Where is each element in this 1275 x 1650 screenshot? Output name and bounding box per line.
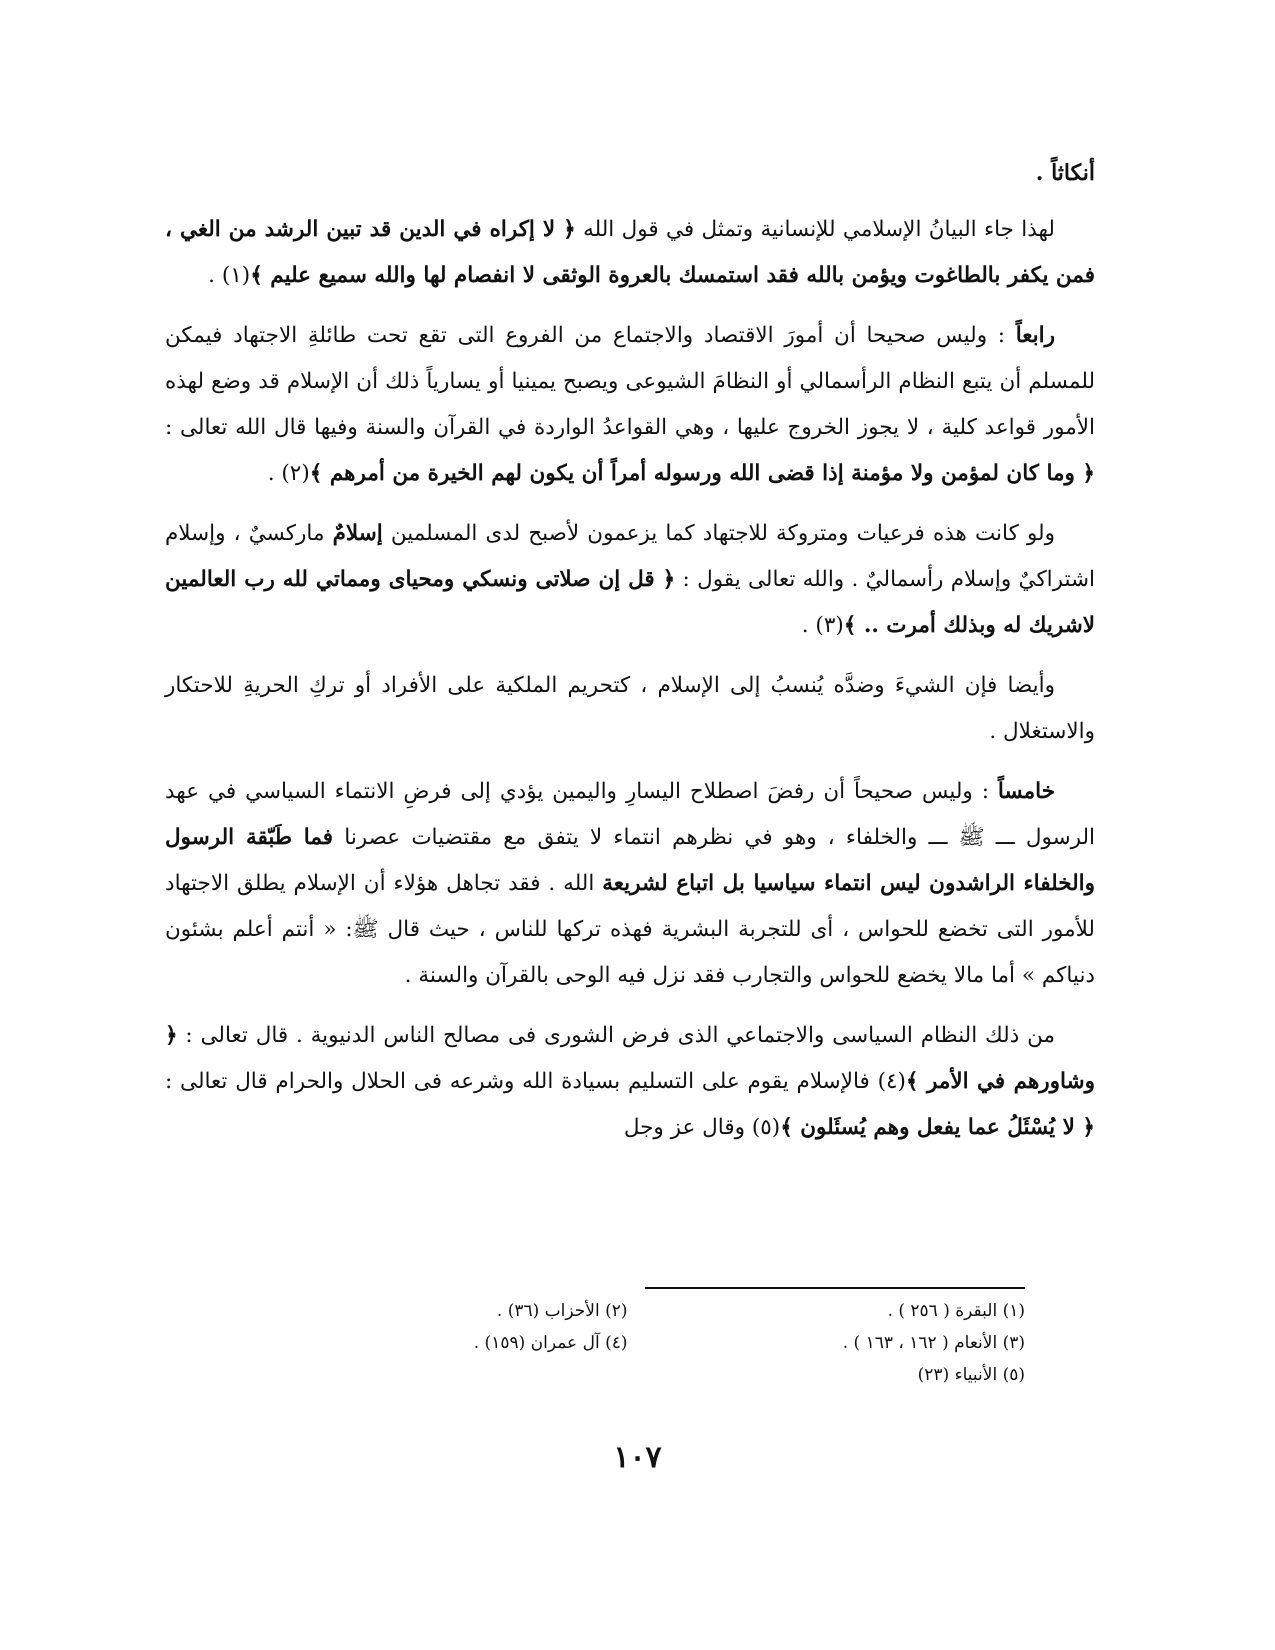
footnote-1: (١) البقرة ( ٢٥٦ ) .: [887, 1301, 1025, 1321]
bold-text: رابعاً: [1015, 323, 1055, 348]
paragraph-text: الله . فقد تجاهل هؤلاء أن الإسلام يطلق الاجتهاد للأمور التى تخضع للحواس ، أى للتجربة البشرية فهذه تركها للناس ، حيث قال ﷺ: « أنتم أعلم بشئون دنياكم » أما مالا يخضع للحواس والتجارب فقد نزل فيه الوحى بالقرآن والسنة .: [165, 871, 1095, 988]
paragraph-text: ولو كانت هذه فرعيات ومتروكة للاجتهاد كما يزعمون لأصبح لدى المسلمين: [382, 521, 1055, 546]
bold-text: فما طَبّقة الرسول والخلفاء الراشدون ليس انتماء سياسيا بل اتباع لشريعة: [165, 825, 1095, 896]
paragraph: [165, 511, 1095, 649]
bold-text: ﴿ لا يُسْئَلُ عما يفعل وهم يُسئَلون ﴾: [780, 1115, 1095, 1140]
page-number: ١٠٧: [613, 1440, 662, 1475]
paragraph: [165, 663, 1095, 755]
paragraph-text: من ذلك النظام السياسى والاجتماعي الذى فرض الشورى فى مصالح الناس الدنيوية . قال تعالى :: [177, 1023, 1055, 1048]
paragraph-text: (٤) فالإسلام يقوم على التسليم بسيادة الله وشرعه فى الحلال والحرام قال تعالى :: [165, 1069, 906, 1094]
bold-text: ﴿ قل إن صلاتى ونسكي ومحياى ومماتي لله رب العالمين لاشريك له وبذلك أمرت .. ﴾: [165, 567, 1095, 638]
footnotes: [270, 1295, 1025, 1391]
paragraph: [165, 207, 1095, 299]
bold-text: ﴿ لا إكراه في الدين قد تبين الرشد من الغي ، فمن يكفر بالطاغوت ويؤمن بالله فقد استمسك بالعروة الوثقى لا انفصام لها والله سميع عليم ﴾: [165, 217, 1095, 288]
footnote-2: (٢) الأحزاب (٣٦) .: [496, 1301, 628, 1321]
bold-text: ﴿ وما كان لمؤمن ولا مؤمنة إذا قضى الله ورسوله أمراً أن يكون لهم الخيرة من أمرهم ﴾: [309, 461, 1095, 486]
paragraph-text: (٢) .: [267, 461, 310, 486]
paragraph: [165, 313, 1095, 497]
paragraph-text: ماركسيٌ ، وإسلام اشتراكيٌ وإسلام رأسماليٌ . والله تعالى يقول :: [165, 521, 1095, 592]
lead-fragment-text: أنكاثاً .: [1035, 160, 1095, 186]
paragraph-text: (٣) .: [801, 613, 844, 638]
lead-fragment: [165, 150, 1095, 197]
bold-text: إسلامٌ: [332, 521, 383, 546]
paragraph-text: وأيضا فإن الشيءَ وضدَّه يُنسبُ إلى الإسلام ، كتحريم الملكية على الأفراد أو تركِ الحريةِ للاحتكار والاستغلال .: [165, 673, 1095, 744]
bold-text: خامساً: [997, 779, 1056, 804]
paragraph: [165, 769, 1095, 999]
paragraph-text: لهذا جاء البيانُ الإسلامي للإنسانية وتمثل في قول الله: [575, 217, 1055, 242]
paragraph: [165, 1013, 1095, 1151]
paragraph-text: (٥) وقال عز وجل: [623, 1115, 781, 1140]
bold-text: ﴿ وشاورهم في الأمر ﴾: [165, 1023, 1095, 1094]
paragraph-text: : وليس صحيحاً أن رفضَ اصطلاح اليسارِ واليمين يؤدي إلى فرضِ الانتماء السياسي في عهد الرسول ـــ ﷺ ـــ والخلفاء ، وهو في نظرهم انتماء لا يتفق مع مقتضيات عصرنا: [165, 779, 1095, 850]
footnote-4: (٤) آل عمران (١٥٩) .: [473, 1333, 628, 1353]
footnote-3: (٣) الأنعام ( ١٦٢ ، ١٦٣ ) .: [842, 1333, 1025, 1353]
footnote-separator: [645, 1287, 1025, 1289]
footnote-5: (٥) الأنبياء (٢٣): [917, 1365, 1025, 1385]
body-text: [165, 150, 1095, 1151]
paragraph-text: : وليس صحيحا أن أمورَ الاقتصاد والاجتماع من الفروع التى تقع تحت طائلةِ الاجتهاد فيمكن للمسلم أن يتبع النظام الرأسمالي أو النظامَ الشيوعى ويصبح يمينيا أو يسارياً ذلك أن الإسلام قد وضع لهذه الأمور قواعد كلية ، لا يجوز الخروج عليها ، وهي القواعدُ الواردة في القرآن والسنة وفيها قال الله تعالى :: [165, 323, 1095, 440]
paragraph-text: (١) .: [208, 263, 251, 288]
